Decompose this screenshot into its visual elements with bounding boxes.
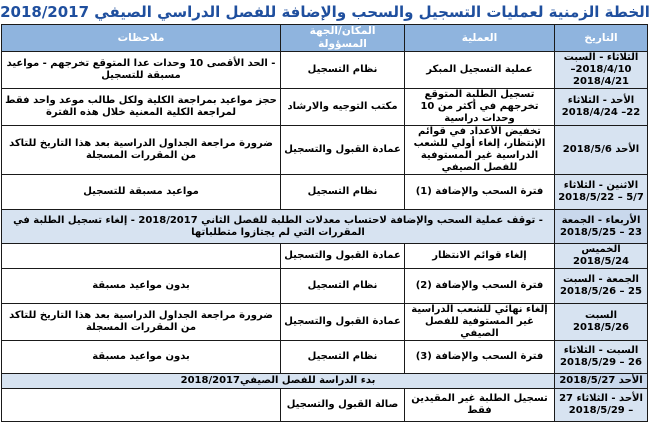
row-place: نظام التسجيل <box>281 269 405 304</box>
table-row <box>2 52 648 89</box>
row-merged-note: - توقف عملية السحب والإضافة لاحتساب معدلات الطلبة للفصل الثاني 2018/2017 - إلغاء تسجيل الطلبة في المقررات التي لم يجتازوا متطلباتها <box>2 210 555 244</box>
table-row <box>2 269 648 304</box>
row-date: الأحد 2018/5/27 <box>555 374 648 389</box>
row-notes: - الحد الأقصى 10 وحدات عدا المتوقع تخرجهم - مواعيد مسبقة للتسجيل <box>2 52 281 89</box>
row-notes: ضرورة مراجعة الجداول الدراسية بعد هذا التاريخ للتاكد من المقررات المسجلة <box>2 126 281 175</box>
table-row <box>2 175 648 210</box>
page-title: الخطة الزمنية لعمليات التسجيل والسحب والإضافة للفصل الدراسي الصيفي 2018/2017 <box>0 3 650 21</box>
row-date: الأحد - الثلاثاء 27 – 2018/5/29 <box>555 389 648 422</box>
table-row <box>2 126 648 175</box>
row-place: صالة القبول والتسجيل <box>281 389 405 422</box>
row-date: الاثنين - الثلاثاء 5/7 – 2018/5/22 <box>555 175 648 210</box>
row-activity: فترة السحب والإضافة (2) <box>405 269 555 304</box>
row-activity: عملية التسجيل المبكر <box>405 52 555 89</box>
row-date: السبت 2018/5/26 <box>555 304 648 341</box>
row-date: الأحد 2018/5/6 <box>555 126 648 175</box>
row-date: الثلاثاء - السبت 2018/4/10–2018/4/21 <box>555 52 648 89</box>
schedule-table <box>1 24 648 422</box>
header-date: التاريخ <box>555 25 648 52</box>
row-date: الخميس 2018/5/24 <box>555 244 648 269</box>
table-row <box>2 304 648 341</box>
table-row <box>2 374 648 389</box>
row-notes <box>2 244 281 269</box>
table-row <box>2 244 648 269</box>
row-activity: تسجيل الطلبة غير المقيدين فقط <box>405 389 555 422</box>
row-notes: حجز مواعيد بمراجعة الكلية ولكل طالب موعد واحد فقط لمراجعة الكلية المعنية خلال هذه الفترة <box>2 89 281 126</box>
row-notes: بدون مواعيد مسبقة <box>2 341 281 374</box>
row-place: نظام التسجيل <box>281 175 405 210</box>
row-notes: بدون مواعيد مسبقة <box>2 269 281 304</box>
header-activity: العملية <box>405 25 555 52</box>
row-notes: مواعيد مسبقة للتسجيل <box>2 175 281 210</box>
row-place: نظام التسجيل <box>281 341 405 374</box>
row-date: الجمعة - السبت 25 – 2018/5/26 <box>555 269 648 304</box>
row-place: عمادة القبول والتسجيل <box>281 304 405 341</box>
header-notes: ملاحظات <box>2 25 281 52</box>
row-activity: تخفيض الأعداد في قوائم الإنتظار، إلغاء أولي للشعب الدراسية غير المستوفية للفصل الصيفي <box>405 126 555 175</box>
row-place: مكتب التوجيه والارشاد <box>281 89 405 126</box>
row-activity: فترة السحب والإضافة (3) <box>405 341 555 374</box>
table-row <box>2 341 648 374</box>
row-date: السبت - الثلاثاء 26 – 2018/5/29 <box>555 341 648 374</box>
table-row <box>2 89 648 126</box>
table-row <box>2 389 648 422</box>
row-notes <box>2 389 281 422</box>
row-date: الأربعاء - الجمعة 23 – 2018/5/25 <box>555 210 648 244</box>
table-header-row <box>2 25 648 52</box>
row-merged-note: بدء الدراسة للفصل الصيفي2018/2017 <box>2 374 555 389</box>
row-activity: إلغاء قوائم الانتظار <box>405 244 555 269</box>
table-row <box>2 210 648 244</box>
row-place: نظام التسجيل <box>281 52 405 89</box>
row-activity: إلغاء نهائي للشعب الدراسية غير المستوفية للفصل الصيفي <box>405 304 555 341</box>
header-place: المكان/الجهة المسؤولة <box>281 25 405 52</box>
row-date: الأحد - الثلاثاء 22– 2018/4/24 <box>555 89 648 126</box>
row-activity: تسجيل الطلبة المتوقع تخرجهم في أكثر من 10 وحدات دراسية <box>405 89 555 126</box>
row-activity: فترة السحب والإضافة (1) <box>405 175 555 210</box>
row-place: عمادة القبول والتسجيل <box>281 126 405 175</box>
row-place: عمادة القبول والتسجيل <box>281 244 405 269</box>
row-notes: ضرورة مراجعة الجداول الدراسية بعد هذا التاريخ للتاكد من المقررات المسجلة <box>2 304 281 341</box>
